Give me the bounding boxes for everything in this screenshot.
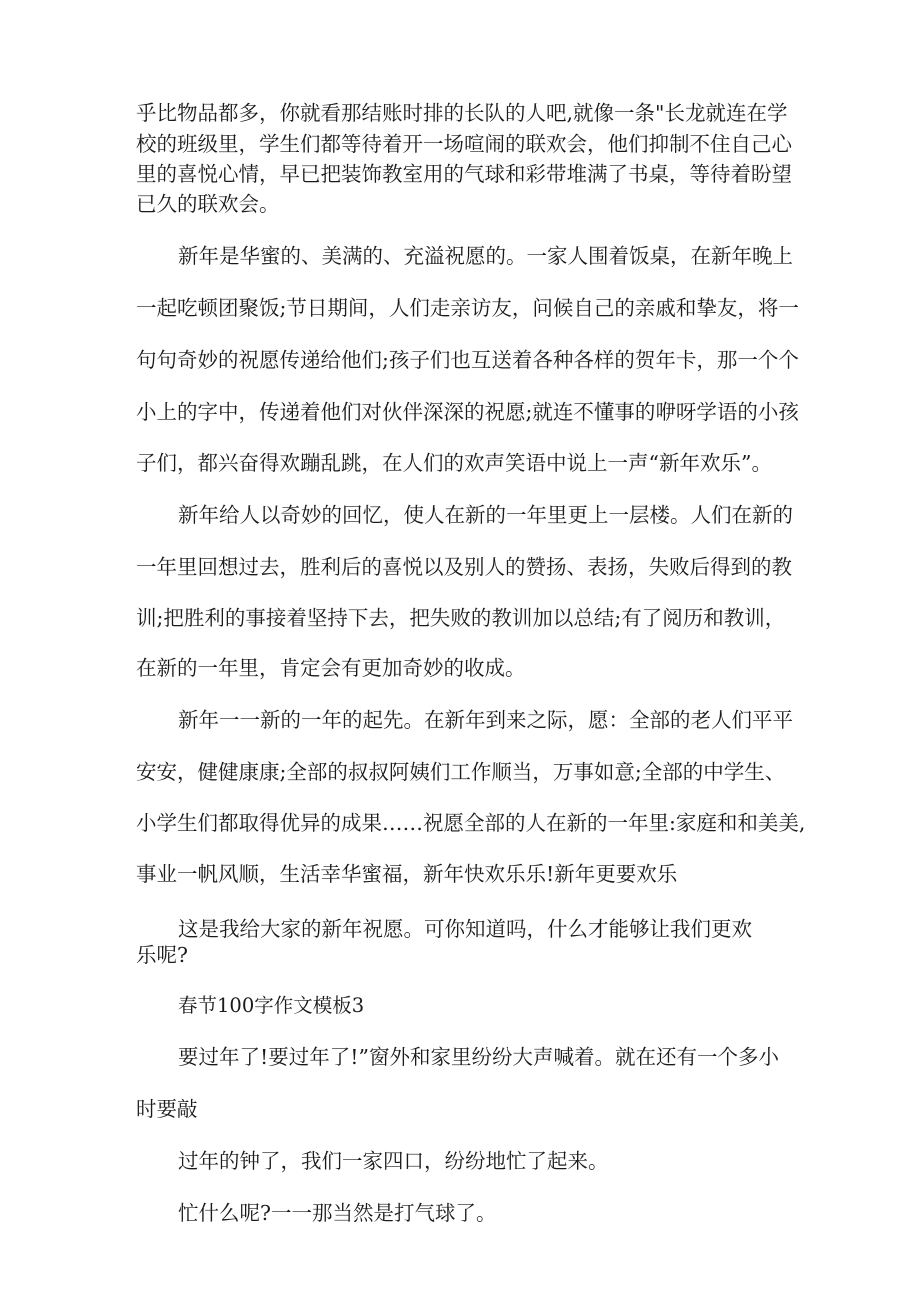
paragraph-3-line-1: 新年给人以奇妙的回忆，使人在新的一年里更上一层楼。人们在新的 xyxy=(178,503,793,527)
paragraph-3-line-3: 训;把胜利的事接着坚持下去，把失败的教训加以总结;有了阅历和教训， xyxy=(136,606,786,630)
paragraph-1-line-1: 乎比物品都多，你就看那结账时排的长队的人吧,就像一条"长龙就连在学 xyxy=(136,101,788,125)
paragraph-6-line-2: 时要敲 xyxy=(136,1097,198,1121)
paragraph-1-line-3: 里的喜悦心情，早已把装饰教室用的气球和彩带堆满了书桌，等待着盼望 xyxy=(136,162,792,186)
paragraph-3-line-4: 在新的一年里，肯定会有更加奇妙的收成。 xyxy=(136,656,526,680)
paragraph-4-line-4: 事业一帆风顺，生活幸华蜜福，新年快欢乐乐!新年更要欢乐 xyxy=(136,862,678,886)
paragraph-4-line-3: 小学生们都取得优异的成果……祝愿全部的人在新的一年里:家庭和和美美, xyxy=(136,811,806,835)
paragraph-2-line-3: 句句奇妙的祝愿传递给他们;孩子们也互送着各种各样的贺年卡，那一个个 xyxy=(136,348,799,372)
paragraph-1-line-4: 已久的联欢会。 xyxy=(136,192,280,216)
paragraph-4-line-2: 安安，健健康康;全部的叔叔阿姨们工作顺当，万事如意;全部的中学生、 xyxy=(136,760,786,784)
paragraph-2-line-4: 小上的字中，传递着他们对伙伴深深的祝愿;就连不懂事的咿呀学语的小孩 xyxy=(136,400,799,424)
paragraph-6-line-1: 要过年了!要过年了!”窗外和家里纷纷大声喊着。就在还有一个多小 xyxy=(178,1045,779,1069)
paragraph-4-line-1: 新年一一新的一年的起先。在新年到来之际，愿：全部的老人们平平 xyxy=(178,708,793,732)
paragraph-5-line-2: 乐呢? xyxy=(136,943,188,967)
section-title: 春节100字作文模板3 xyxy=(178,994,365,1017)
paragraph-2-line-2: 一起吃顿团聚饭;节日期间，人们走亲访友，问候自己的亲戚和挚友，将一 xyxy=(136,296,799,320)
paragraph-1-line-2: 校的班级里，学生们都等待着开一场喧闹的联欢会，他们抑制不住自己心 xyxy=(136,132,792,156)
paragraph-2-line-1: 新年是华蜜的、美满的、充溢祝愿的。一家人围着饭桌，在新年晚上 xyxy=(178,244,793,268)
paragraph-3-line-2: 一年里回想过去，胜利后的喜悦以及别人的赞扬、表扬，失败后得到的教 xyxy=(136,555,792,579)
paragraph-2-line-5: 子们，都兴奋得欢蹦乱跳，在人们的欢声笑语中说上一声“新年欢乐”。 xyxy=(136,451,772,475)
paragraph-7-line-1: 过年的钟了，我们一家四口，纷纷地忙了起来。 xyxy=(178,1149,609,1173)
paragraph-5-line-1: 这是我给大家的新年祝愿。可你知道吗，什么才能够让我们更欢 xyxy=(178,917,752,941)
paragraph-8-line-1: 忙什么呢?一一那当然是打气球了。 xyxy=(178,1201,497,1225)
